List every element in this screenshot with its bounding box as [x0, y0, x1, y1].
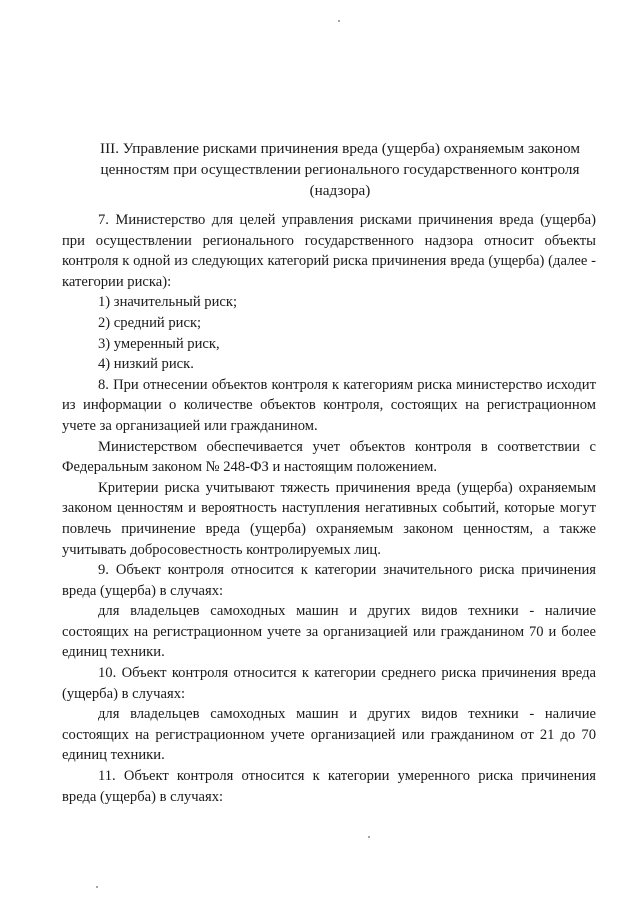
scan-speck — [368, 836, 370, 838]
scan-speck — [338, 20, 340, 22]
document-body — [62, 210, 596, 807]
section-heading — [80, 138, 600, 201]
risk-category-3: 3) умеренный риск, — [98, 335, 220, 352]
paragraph-8: 8. При отнесении объектов контроля к категориям риска министерство исходит из информации о количестве объектов контроля, состоящих на регистрационном учете за организацией или гражданином. — [62, 376, 596, 434]
section-heading-line-1: III. Управление рисками причинения вреда (ущерба) охраняемым законом — [100, 140, 580, 157]
paragraph-9: 9. Объект контроля относится к категории значительного риска причинения вреда (ущерба) в случаях: — [62, 562, 596, 599]
paragraph-9-condition: для владельцев самоходных машин и других видов техники - наличие состоящих на регистрационном учете за организацией или гражданином 70 и более единиц техники. — [62, 603, 596, 661]
risk-category-1: 1) значительный риск; — [98, 294, 238, 311]
paragraph-11: 11. Объект контроля относится к категории умеренного риска причинения вреда (ущерба) в случаях: — [62, 768, 596, 805]
risk-category-4: 4) низкий риск. — [98, 356, 194, 373]
risk-category-2: 2) средний риск; — [98, 314, 202, 331]
paragraph-10: 10. Объект контроля относится к категории среднего риска причинения вреда (ущерба) в случаях: — [62, 665, 596, 702]
section-heading-line-3: (надзора) — [309, 182, 371, 199]
paragraph-10-condition: для владельцев самоходных машин и других видов техники - наличие состоящих на регистрационном учете организацией или гражданином от 21 до 70 единиц техники. — [62, 706, 596, 764]
scan-speck — [96, 886, 98, 888]
paragraph-8-accounting: Министерством обеспечивается учет объектов контроля в соответствии с Федеральным законом № 248-ФЗ и настоящим положением. — [62, 438, 596, 476]
paragraph-8-criteria: Критерии риска учитывают тяжесть причинения вреда (ущерба) охраняемым законом ценностям и вероятность наступления негативных событий, которые могут повлечь причинение вреда (ущерба) охраняемым законом ценностям, а также учитывать добросовестность контролируемых лиц. — [62, 479, 596, 558]
section-heading-line-2: ценностям при осуществлении регионального государственного контроля — [100, 161, 580, 178]
paragraph-7: 7. Министерство для целей управления рисками причинения вреда (ущерба) при осуществлении регионального государственного надзора относит объекты контроля к одной из следующих категорий риска причинения вреда (ущерба) (далее - категории риска): — [62, 212, 596, 290]
